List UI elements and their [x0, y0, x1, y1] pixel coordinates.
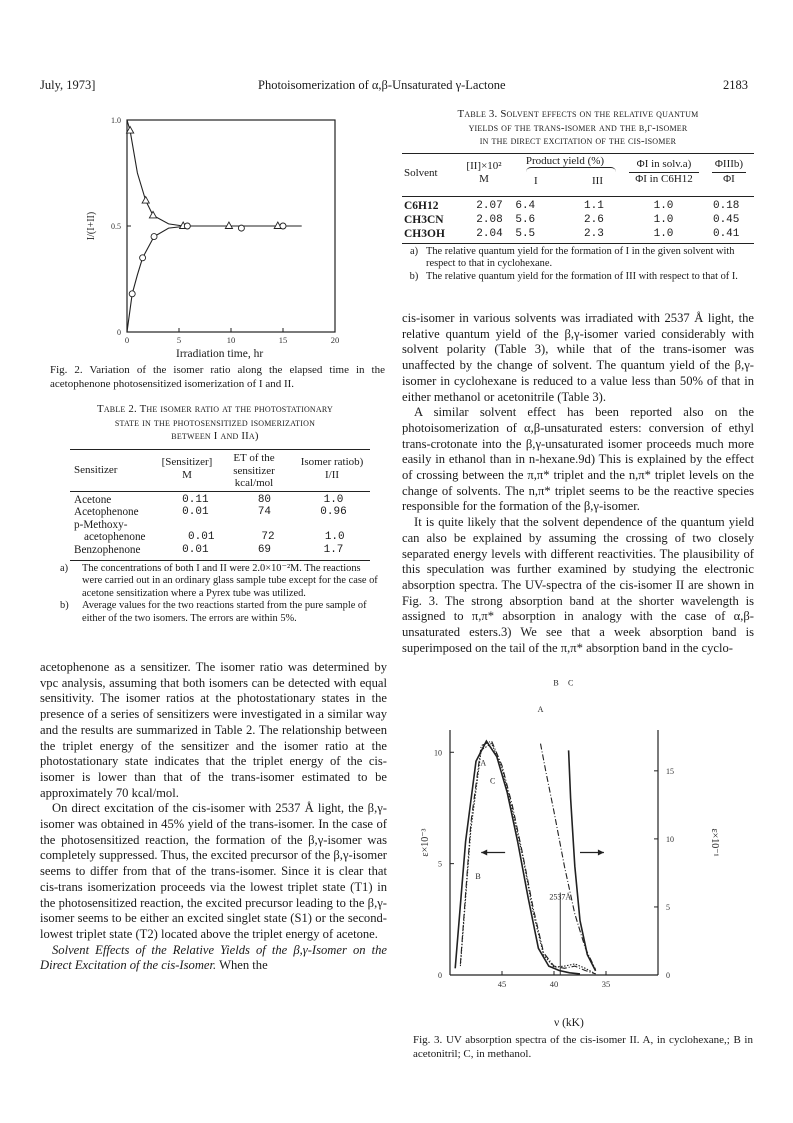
table3-cell-solvent: C6H12	[404, 200, 439, 212]
fig3-right-arrowhead	[598, 850, 604, 856]
table3-cell-phiIII: 0.18	[712, 200, 740, 212]
fig3-y-tick-label-left: 10	[434, 748, 442, 758]
table2-footnotes: a) The concentrations of both I and II were 2.0×10⁻²M. The reactions were carried out in an ordinary glass sample tube except for the case of acetone sensitization where a Pyrex tube was utilized. b) Average values for the two reactions started from the pure sample of either of the two isomers. The errors are within 5%.	[60, 563, 382, 625]
table3-cell-I: 6.4	[515, 200, 536, 212]
fig3-x-tick-label: 45	[497, 979, 507, 989]
fig3-left-arrowhead	[481, 850, 487, 856]
left-paragraph-3-heading: Solvent Effects of the Relative Yields of the β,γ-Isomer on the Direct Excitation of the cis-Isomer.	[40, 942, 387, 973]
fig2-xlabel: Irradiation time, hr	[176, 348, 264, 360]
table2-row	[70, 544, 370, 556]
table2-h-ratio	[292, 456, 372, 481]
fig3-series-A-line	[455, 741, 580, 974]
table2-h-et1: ET of the	[233, 452, 275, 464]
table3-cell-conc: 2.04	[476, 228, 503, 240]
table3-row	[402, 213, 754, 227]
table2-cell-et: 72	[261, 531, 275, 544]
table3-cell-III: 2.3	[584, 228, 604, 240]
table3-fn-b: The relative quantum yield for the formation of III with respect to that of I.	[426, 270, 738, 282]
table2-h-conc2: M	[182, 468, 192, 481]
table2-fn-a: The concentrations of both I and II were 2.0×10⁻²M. The reactions were carried out in an ordinary glass sample tube except for the case of acetone sensitization where a Pyrex tube was utilized.	[82, 563, 378, 599]
table3-title	[402, 108, 754, 149]
fig2-x-tick-label: 15	[278, 335, 288, 345]
table2-title	[45, 403, 385, 444]
table3-h-conc1: [II]×10²	[466, 160, 502, 172]
table3-title-line2: yields of the trans-isomer and the β,γ-isomer	[468, 121, 688, 134]
left-column	[40, 660, 387, 974]
fig2-triangle-point	[225, 222, 232, 229]
table2-h-ratio1: Isomer ratiob)	[300, 456, 364, 468]
fig3-xlabel: ν (kK)	[554, 1017, 584, 1029]
table2-row	[70, 494, 370, 506]
table3-cell-I: 5.6	[515, 214, 536, 226]
table2-cell-ratio: 1.0	[324, 531, 345, 544]
fig2-caption: Fig. 2. Variation of the isomer ratio along the elapsed time in the acetophenone photosensitized isomerization of I and II.	[50, 364, 385, 390]
left-paragraph-1: acetophenone as a sensitizer. The isomer ratio was determined by vpc analysis, assuming that both isomers can be detected with equal sensitivity. The isomer ratios at the photostationary states in the presence of a series of sensitizers were investigated in a similar way and the results are summarized in Table 2. The relationship between the triplet energy of the sensitizer and the isomer ratio at the photostationary state indicates that the triplet energy of the cis-isomer is lower than that of the trans-isomer estimated to be approximately 70 kcal/mol.	[40, 660, 387, 800]
fig2-ylabel: I/(I+II)	[86, 211, 97, 241]
table3-h-phi	[624, 158, 704, 185]
fig2-circle-point	[238, 225, 244, 231]
left-paragraph-3-text: When the	[219, 958, 268, 973]
table3-title-line1: Table 3. Solvent effects on the relative quantum	[457, 108, 699, 120]
table3-h-solvent: Solvent	[404, 167, 438, 179]
table2-h-ratio2: I/II	[324, 468, 340, 481]
fig2-circle-point	[184, 223, 190, 229]
table3-h-III: III	[592, 175, 603, 187]
table2-cell-sensitizer: p-Methoxy-	[74, 518, 128, 531]
fig3-curve-label: B	[475, 872, 481, 882]
fig2-series-line	[127, 226, 187, 332]
table2-cell-conc: 0.01	[182, 543, 209, 556]
fig3-y-tick-label-right: 10	[666, 834, 674, 844]
fig3-marker-label: 2537Å	[549, 892, 572, 902]
fig2-circle-point	[140, 255, 146, 261]
fig2-triangle-point	[142, 197, 149, 204]
table3-cell-phiIII: 0.41	[712, 228, 740, 240]
table3-cell-phiIII: 0.45	[712, 214, 740, 226]
table3-h-yield: Product yield (%)	[525, 155, 605, 167]
table2-cell-ratio: 1.7	[323, 543, 344, 556]
table3-cell-III: 1.1	[584, 200, 604, 212]
table3-h-phi2: ΦI in C6H12	[629, 172, 699, 186]
header-title: Photoisomerization of α,β-Unsaturated γ-Lactone	[258, 78, 506, 92]
fig2-series-line	[127, 120, 183, 226]
table3-cell-phi: 1.0	[653, 214, 674, 226]
fig3-tail-B-line	[541, 744, 596, 970]
header-date: July, 1973]	[40, 78, 96, 92]
table2-cell-et: 69	[257, 543, 272, 556]
table3-h-conc	[454, 160, 514, 185]
table2-body	[70, 494, 370, 556]
table3-fn-a: The relative quantum yield for the formation of I in the given solvent with respect to that in cyclohexane.	[426, 246, 735, 270]
table2-cell-sensitizer: Acetone	[74, 494, 112, 506]
table2-cell-ratio	[297, 519, 370, 531]
table2-fn-b: Average values for the two reactions started from the pure sample of either of the two isomers. The errors are within 5%.	[82, 600, 367, 624]
fig3-curve-label: C	[567, 678, 574, 688]
table3-cell-solvent: CH3OH	[404, 228, 445, 240]
fig2-y-tick-label: 0.5	[111, 222, 121, 231]
table2-cell-sensitizer: acetophenone	[84, 531, 146, 544]
fig2-y-tick-label: 1.0	[111, 116, 121, 125]
left-paragraph-2: On direct excitation of the cis-isomer with 2537 Å light, the β,γ-isomer was obtained in 45% yield of the trans-isomer. In the case of the photosensitized reaction, the formation of the β,γ-isomer was completely suppressed. Thus, the excited precursor of the β,γ-isomer seems to differ from that of the trans-isomer. Since it is clear that cis-trans isomerization proceeds via the lowest triplet state (T1) in the photosensitized reaction, the excited precursor leading to the β,γ-isomer seems to be either an excited singlet state (S1) or the second-lowest triplet state (T2) located above the triplet energy of acetone.	[40, 801, 387, 941]
right-column	[402, 311, 754, 656]
table2-title-line3: between I and IIa)	[171, 430, 259, 442]
fig3-y-tick-label-left: 0	[438, 971, 442, 980]
table2-h-et	[218, 452, 290, 490]
right-paragraph-3: It is quite likely that the solvent dependence of the quantum yield can also be explained by assuming the crossing of two closely separated energy levels with different reactivities. The plausibility of this speculation was further examined by studying the electronic absorption spectra. The UV-spectra of the cis-isomer II are shown in Fig. 3. The strong absorption band at the shorter wavelength is assigned to π,π* absorption in analogy with the case of α,β-unsaturated esters.3) We see that a week absorption band is superimposed on the tail of the π,π* absorption band in the cyclo-	[402, 515, 754, 655]
fig2-x-tick-label: 0	[124, 335, 130, 345]
right-paragraph-2: A similar solvent effect has been reported also on the photoisomerization of α,β-unsaturated esters: conversion of ethyl trans-crotonate into the β,γ-unsaturated isomer proceeds much more easily in ethanol than in n-hexane.9d) This is explained by the effect of crossing between the π,π* triplet and the n,π* triplet levels on the change of solvents. The n,π* triplet seems to be the reactive species responsible for the formation of the β,γ-isomer.	[402, 405, 754, 514]
fig3-chart	[420, 678, 720, 1017]
table2-cell-et: 80	[257, 494, 272, 506]
fig2-y-tick-label: 0	[117, 328, 121, 337]
fig3-caption: Fig. 3. UV absorption spectra of the cis-isomer II. A, in cyclohexane,; B in acetonitril; C, in methanol.	[413, 1034, 753, 1060]
table3-body	[402, 199, 754, 241]
table3-h-phiIII1: ΦIIIb)	[714, 158, 744, 170]
fig2-triangle-point	[127, 127, 134, 134]
right-paragraph-1: cis-isomer in various solvents was irradiated with 2537 Å light, the relative quantum yield of the β,γ-isomer varied considerably with solvent polarity (Table 3), while that of the trans-isomer was unaffected by the change of solvent. The quantum yield of the β,γ-isomer in cyclohexane is reduced to a value less than 50% of that in either methanol or acetonitrile (Table 3).	[402, 311, 754, 404]
table2-cell-conc: 0.01	[188, 531, 215, 544]
fig2-triangle-point	[149, 211, 156, 218]
table3-title-line3: in the direct excitation of the cis-isomer	[479, 135, 677, 147]
table3-row	[402, 227, 754, 241]
fig3-y-tick-label-right: 15	[666, 766, 674, 776]
fig2-circle-point	[151, 234, 157, 240]
table3-cell-I: 5.5	[515, 228, 536, 240]
table2-h-sensitizer: Sensitizer	[74, 464, 118, 476]
table2-row	[70, 519, 370, 531]
table3-h-I: I	[534, 175, 538, 187]
fig3-y-tick-label-right: 0	[666, 971, 670, 980]
table3-header	[402, 155, 754, 195]
fig3-x-tick-label: 40	[549, 979, 559, 989]
table2-title-line1: Table 2. The isomer ratio at the photostationary	[97, 403, 333, 415]
fig2-x-tick-label: 20	[330, 335, 340, 345]
table2-cell-et	[232, 519, 297, 531]
table2-cell-conc: 0.01	[182, 506, 209, 519]
table2-row	[70, 506, 370, 518]
table2-cell-conc: 0.11	[182, 494, 209, 506]
table2-h-conc	[152, 456, 222, 481]
fig3-curve-label: A	[537, 705, 544, 715]
table3-cell-III: 2.6	[584, 214, 604, 226]
table3-cell-conc: 2.07	[476, 200, 503, 212]
table2-cell-conc	[159, 519, 232, 531]
table2-cell-sensitizer: Benzophenone	[74, 543, 141, 556]
table3-cell-solvent: CH3CN	[404, 214, 444, 226]
fig3-ylabel-left: ε×10⁻³	[420, 828, 431, 857]
table2-cell-sensitizer: Acetophenone	[74, 506, 139, 519]
fig3-y-tick-label-right: 5	[666, 902, 670, 912]
fig3-ylabel-right: ε×10⁻¹	[709, 828, 720, 857]
fig3-curve-label: A	[480, 758, 487, 768]
table2-cell-ratio: 0.96	[320, 506, 347, 519]
table3-cell-phi: 1.0	[653, 228, 674, 240]
table2-row	[70, 531, 370, 543]
table3-h-conc2: M	[479, 172, 489, 185]
fig2-x-tick-label: 10	[226, 335, 236, 345]
table2-title-line2: state in the photosensitized isomerization	[114, 416, 316, 429]
table3-h-phi1: ΦI in solv.a)	[636, 158, 692, 170]
table2-h-et2: sensitizer	[233, 464, 275, 477]
fig3-x-tick-label: 35	[601, 979, 611, 989]
fig3-y-tick-label-left: 5	[438, 859, 442, 869]
table2-h-conc1: [Sensitizer]	[161, 456, 213, 468]
table2-cell-et: 74	[257, 506, 272, 519]
fig3-curve-label: B	[553, 678, 559, 688]
fig2-x-tick-label: 5	[176, 335, 182, 345]
fig2-circle-point	[280, 223, 286, 229]
page-number: 2183	[723, 78, 748, 92]
table3-cell-phi: 1.0	[653, 200, 674, 212]
fig2-circle-point	[129, 291, 135, 297]
table3-h-phiIII	[706, 158, 752, 185]
fig3-series-C-line	[460, 743, 595, 974]
fig3-curve-label: C	[489, 776, 496, 786]
fig2-chart	[70, 110, 370, 345]
table3-row	[402, 199, 754, 213]
table2-h-et3: kcal/mol	[234, 477, 274, 489]
fig3-series-B-line	[460, 741, 595, 974]
table3-h-phiIII2: ΦI	[712, 172, 746, 186]
table2-cell-ratio: 1.0	[323, 494, 344, 506]
table3-cell-conc: 2.08	[476, 214, 503, 226]
table3-footnotes: a) The relative quantum yield for the formation of I in the given solvent with respect to that in cyclohexane. b) The relative quantum yield for the formation of III with respect to that of I.	[402, 246, 752, 283]
